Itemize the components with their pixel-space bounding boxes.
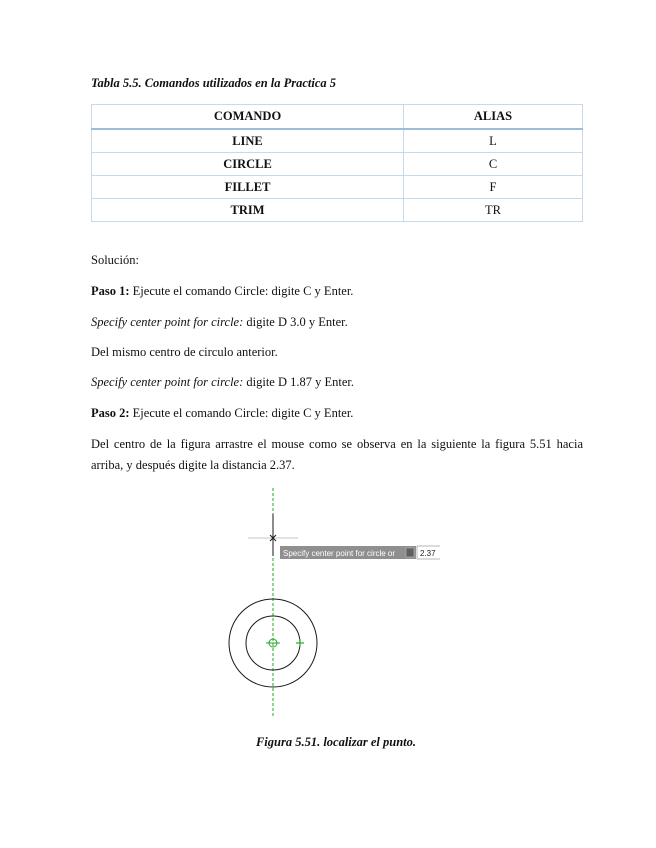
prompt-2-text: digite D 1.87 y Enter.	[243, 375, 355, 389]
step-1-text: Ejecute el comando Circle: digite C y Enter.	[129, 284, 354, 298]
figure-caption: Figura 5.51. localizar el punto.	[255, 735, 417, 749]
table-row	[92, 153, 583, 176]
step-2	[91, 406, 353, 421]
step-1-label: Paso 1:	[91, 284, 130, 298]
drag-instruction: Del centro de la figura arrastre el mouse como se observa en la siguiente la figura 5.51 hacia arriba, y después digite la distancia 2.37.	[91, 437, 583, 472]
cad-figure	[220, 486, 440, 722]
step-1	[91, 284, 353, 299]
step-2-label: Paso 2:	[91, 406, 130, 420]
table-caption: Tabla 5.5. Comandos utilizados en la Practica 5	[91, 76, 337, 90]
step-2-text: Ejecute el comando Circle: digite C y Enter.	[129, 406, 354, 420]
column-header-alias: ALIAS	[404, 105, 583, 130]
alias-cell: C	[404, 153, 583, 176]
solution-label: Solución:	[91, 253, 139, 267]
commands-table	[91, 104, 583, 222]
prompt-1	[91, 315, 348, 330]
command-cell: FILLET	[92, 176, 404, 199]
tooltip-prompt-text: Specify center point for circle or	[283, 549, 396, 558]
prompt-1-italic: Specify center point for circle:	[91, 315, 244, 329]
alias-cell: TR	[404, 199, 583, 222]
prompt-1-text: digite D 3.0 y Enter.	[243, 315, 348, 329]
prompt-2	[91, 375, 354, 390]
command-cell: CIRCLE	[92, 153, 404, 176]
column-header-command: COMANDO	[92, 105, 404, 130]
table-header-row	[92, 105, 583, 130]
command-cell: LINE	[92, 129, 404, 153]
table-row	[92, 129, 583, 153]
prompt-2-italic: Specify center point for circle:	[91, 375, 244, 389]
alias-cell: F	[404, 176, 583, 199]
table-row	[92, 176, 583, 199]
tooltip-arrow-box	[406, 548, 414, 557]
same-center-note: Del mismo centro de circulo anterior.	[91, 345, 278, 359]
tooltip-value-text: 2.37	[420, 549, 436, 558]
command-cell: TRIM	[92, 199, 404, 222]
table-row	[92, 199, 583, 222]
alias-cell: L	[404, 129, 583, 153]
